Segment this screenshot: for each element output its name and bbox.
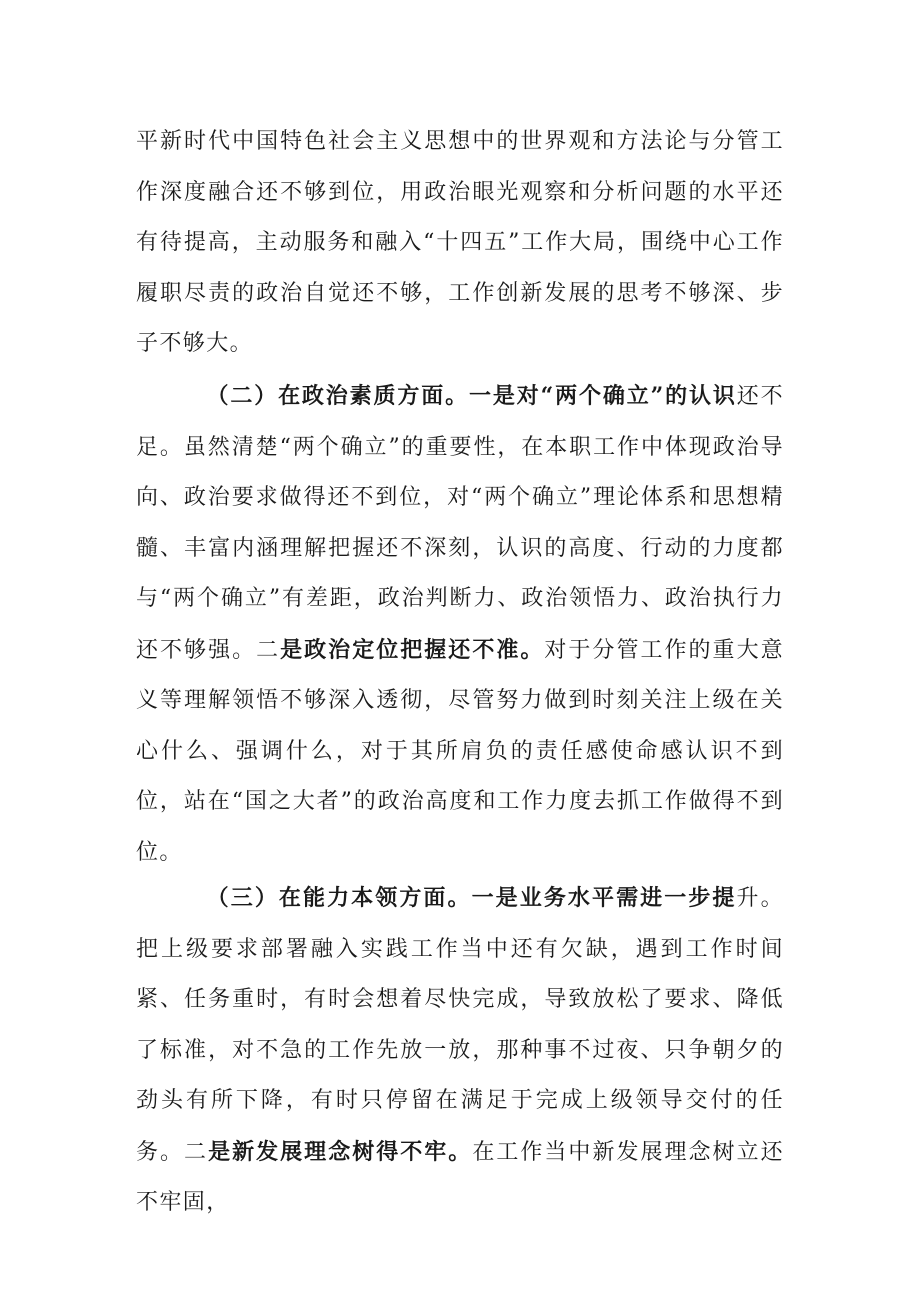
paragraph-2: [136, 371, 784, 878]
paragraph-3-heading: （三）在能力本领方面。一是业务水平需进一步提: [206, 885, 737, 911]
paragraph-2-text-1: 还不足。虽然清楚“两个确立”的重要性，在本职工作中体现政治导向、政治要求做得还不到位，对“两个确立”理论体系和思想精髓、丰富内涵理解把握还不深刻，认识的高度、行动的力度都与“两个确立”有差距，政治判断力、政治领悟力、政治执行力还不够强。二: [136, 384, 784, 663]
paragraph-1: [136, 117, 784, 370]
paragraph-3-bold-2: 是新发展理念树得不牢。: [208, 1138, 473, 1165]
paragraph-3: [136, 873, 784, 1229]
paragraph-3-text-2: 在工作当中新发展理念树立还不牢固，: [136, 1139, 785, 1215]
paragraph-1-text: 平新时代中国特色社会主义思想中的世界观和方法论与分管工作深度融合还不够到位，用政治眼光观察和分析问题的水平还有待提高，主动服务和融入“十四五”工作大局，围绕中心工作履职尽责的政治自觉还不够，工作创新发展的思考不够深、步子不够大。: [136, 129, 784, 356]
paragraph-2-bold-2: 是政治定位把握还不准。: [280, 636, 545, 663]
paragraph-2-heading: （二）在政治素质方面。一是对“两个确立”的认识: [206, 383, 737, 409]
paragraph-3-text-1: 升。把上级要求部署融入实践工作当中还有欠缺，遇到工作时间紧、任务重时，有时会想着尽快完成，导致放松了要求、降低了标准，对不急的工作先放一放，那种事不过夜、只争朝夕的劲头有所下降，有时只停留在满足于完成上级领导交付的任务。二: [136, 886, 784, 1165]
paragraph-2-text-2: 对于分管工作的重大意义等理解领悟不够深入透彻，尽管努力做到时刻关注上级在关心什么、强调什么，对于其所肩负的责任感使命感认识不到位，站在“国之大者”的政治高度和工作力度去抓工作做得不到位。: [136, 637, 784, 865]
